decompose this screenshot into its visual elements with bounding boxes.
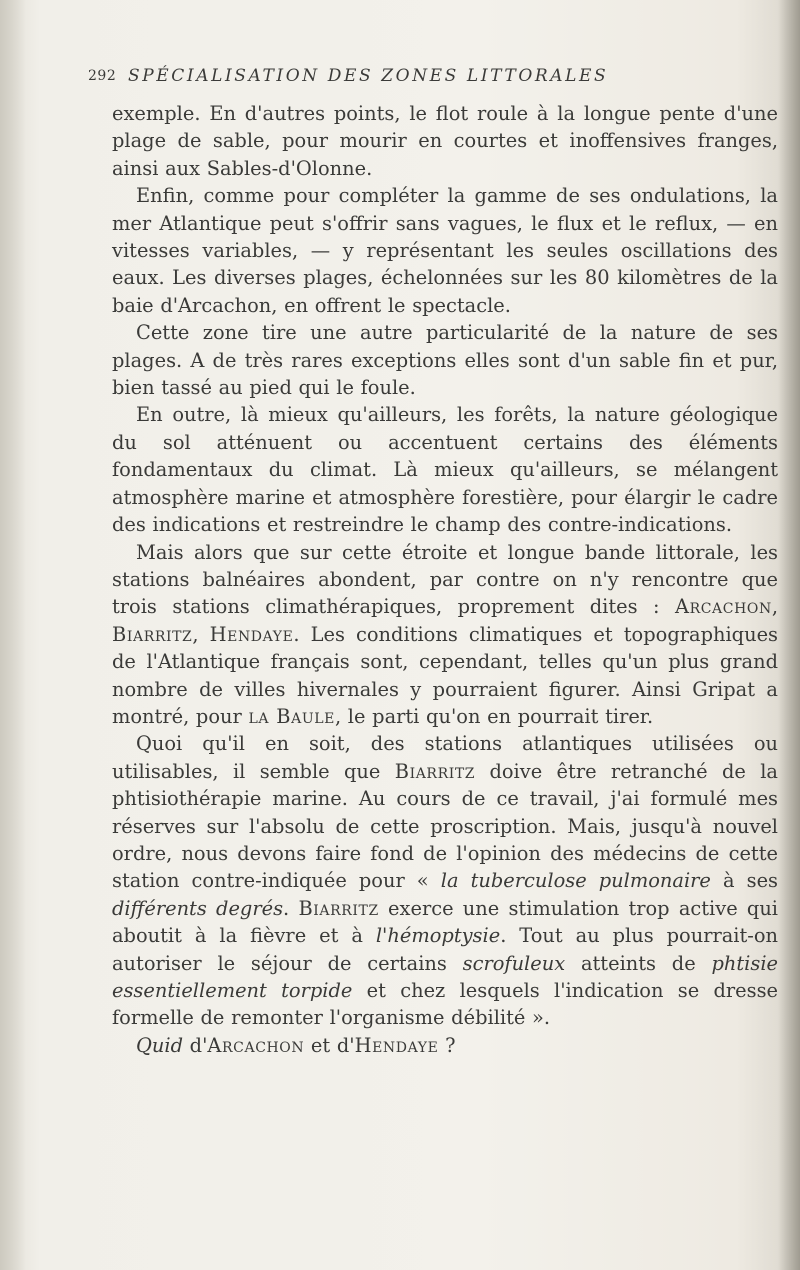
paragraph-6-text-e: exerce une stimulation trop active qui aboutit à la fièvre et à (112, 896, 779, 948)
paragraph-5-text-a: Mais alors que sur cette étroite et longue bande littorale, les stations balnéaires abondent, par contre on n'y rencontre que trois stations climathérapiques, proprement dites : (112, 540, 778, 619)
italic-phrase: différents degrés (112, 896, 284, 920)
paragraph-5-text-b: . Les conditions climatiques et topographiques de l'Atlantique français sont, cependant, telles qu'un plus grand nombre de villes hivernales y pourraient figurer. Ainsi Gripat a montré, pour (112, 622, 778, 728)
italic-phrase: Quid (136, 1033, 183, 1057)
paragraph-7 (112, 1032, 778, 1059)
paragraph-6-text-d: . (283, 896, 299, 920)
italic-phrase: l'hémoptysie (375, 924, 501, 948)
place-name-hendaye: Hendaye (209, 622, 294, 646)
place-name-hendaye: Hendaye (354, 1033, 439, 1057)
paragraph-2: Enfin, comme pour compléter la gamme de ses ondulations, la mer Atlantique peut s'offrir sans vagues, le flux et le reflux, — en vitesses variables, — y représentant les seules oscillations des eaux. Les diverses plages, échelonnées sur les 80 kilomètres de la baie d'Arcachon, en offrent le spectacle. (112, 184, 778, 317)
page-edge-shadow (778, 0, 800, 1270)
paragraph-6-text-a: Quoi qu'il en soit, des stations atlantiques utilisées ou utilisables, il semble que (112, 732, 778, 783)
place-name-biarritz: Biarritz (394, 759, 476, 783)
italic-phrase: phtisie essentiellement torpide (112, 951, 778, 1002)
paragraph-6-text-b: doive être retranché de la phtisiothérapie marine. Au cours de ce travail, j'ai formulé mes réserves sur l'absolu de cette proscription. Mais, jusqu'à nouvel ordre, nous devons faire fond de l'opinion des médecins de cette station contre-indiquée pour « (112, 759, 778, 893)
separator: , (771, 595, 778, 619)
paragraph-7-text-c: ? (438, 1033, 456, 1057)
paragraph-6 (112, 730, 778, 1031)
paragraph-1: exemple. En d'autres points, le flot roule à la longue pente d'une plage de sable, pour mourir en courtes et inoffensives franges, ainsi aux Sables-d'Olonne. (112, 102, 778, 180)
paragraph-3: Cette zone tire une autre particularité de la nature de ses plages. A de très rares exceptions elles sont d'un sable fin et pur, bien tassé au pied qui le foule. (112, 321, 778, 400)
page-gutter-shadow (0, 0, 26, 1270)
place-name-la-baule: la Baule (248, 704, 335, 728)
paragraph-5 (112, 539, 778, 731)
italic-phrase: scrofuleux (462, 951, 566, 975)
paragraph-5-text-c: , le parti qu'on en pourrait tirer. (334, 704, 654, 728)
italic-phrase: la tuberculose pulmonaire (440, 869, 711, 893)
place-name-arcachon: Arcachon (675, 595, 772, 619)
place-name-arcachon: Arcachon (207, 1033, 305, 1057)
body-text (112, 100, 778, 1059)
paragraph-6-text-f: . Tout au plus pourrait-on autoriser le séjour de certains (112, 924, 779, 975)
paragraph-4: En outre, là mieux qu'ailleurs, les forêts, la nature géologique du sol atténuent ou accentuent certains des éléments fondamentaux du climat. Là mieux qu'ailleurs, se mélangent atmosphère marine et atmosphère forestière, pour élargir le cadre des indications et restreindre le champ des contre-indications. (112, 403, 778, 537)
separator: , (192, 622, 210, 646)
paragraph-6-text-c: à ses (710, 869, 779, 893)
page-number: 292 (88, 68, 117, 84)
running-head (88, 64, 778, 90)
place-name-biarritz: Biarritz (298, 896, 379, 920)
paragraph-7-text-b: et d' (304, 1033, 355, 1057)
paragraph-7-text-a: d' (183, 1033, 208, 1057)
paragraph-6-text-h: et chez lesquels l'indication se dresse formelle de remonter l'organisme débilité ». (112, 979, 778, 1030)
paragraph-6-text-g: atteints de (565, 951, 712, 975)
place-name-biarritz: Biarritz (112, 622, 193, 646)
running-title: SPÉCIALISATION DES ZONES LITTORALES (128, 66, 609, 86)
